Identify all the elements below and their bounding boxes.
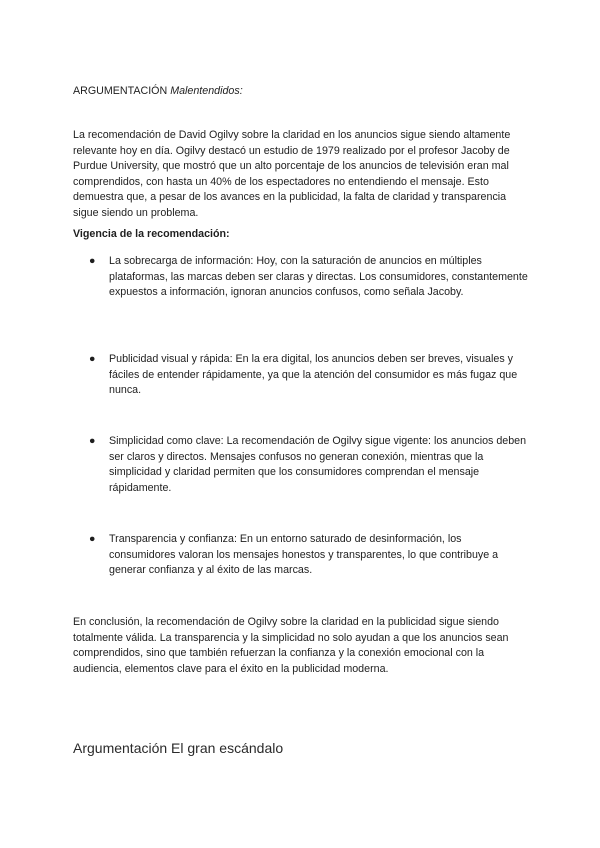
title-prefix: ARGUMENTACIÓN: [73, 85, 168, 97]
bullet-item: Transparencia y confianza: En un entorno saturado de desinformación, los consumidores valoran los mensajes honestos y transparentes, lo que contribuye a generar confianza y al éxito de las marcas.: [109, 533, 499, 576]
subheading: Vigencia de la recomendación:: [73, 228, 230, 240]
bullet-marker: ●: [89, 255, 96, 267]
bullet-marker: ●: [89, 533, 96, 545]
bullet-marker: ●: [89, 435, 96, 447]
conclusion-paragraph: En conclusión, la recomendación de Ogilvy sobre la claridad en la publicidad sigue siendo totalmente válida. La transparencia y la simplicidad no solo ayudan a que los anuncios sean comprendidos, sino que también refuerzan la confianza y la conexión emocional con la audiencia, elementos clave para el éxito en la publicidad moderna.: [73, 616, 509, 675]
intro-paragraph: La recomendación de David Ogilvy sobre la claridad en los anuncios sigue siendo altamente relevante hoy en día. Ogilvy destacó un estudio de 1979 realizado por el profesor Jacoby de Purdue University, que mostró que un alto porcentaje de los anuncios de televisión eran mal comprendidos, con hasta un 40% de los espectadores no entendiendo el mensaje. Esto demuestra que, a pesar de los avances en la publicidad, la falta de claridad y transparencia sigue siendo un problema.: [73, 129, 511, 219]
bullet-item: La sobrecarga de información: Hoy, con la saturación de anuncios en múltiples plataformas, las marcas deben ser claras y directas. Los consumidores, constantemente expuestos a información, ignoran anuncios confusos, como señala Jacoby.: [109, 255, 528, 298]
title-italic: Malentendidos:: [170, 85, 243, 97]
section-heading: Argumentación El gran escándalo: [73, 740, 284, 756]
bullet-item: Simplicidad como clave: La recomendación de Ogilvy sigue vigente: los anuncios deben ser claros y directos. Mensajes confusos no generan conexión, mientras que la simplicidad y claridad permiten que los consumidores comprendan el mensaje rápidamente.: [109, 435, 527, 494]
document-title: [73, 84, 531, 100]
bullet-marker: ●: [89, 353, 96, 365]
bullet-item: Publicidad visual y rápida: En la era digital, los anuncios deben ser breves, visuales y fáciles de entender rápidamente, ya que la atención del consumidor es más fugaz que nunca.: [109, 353, 518, 396]
